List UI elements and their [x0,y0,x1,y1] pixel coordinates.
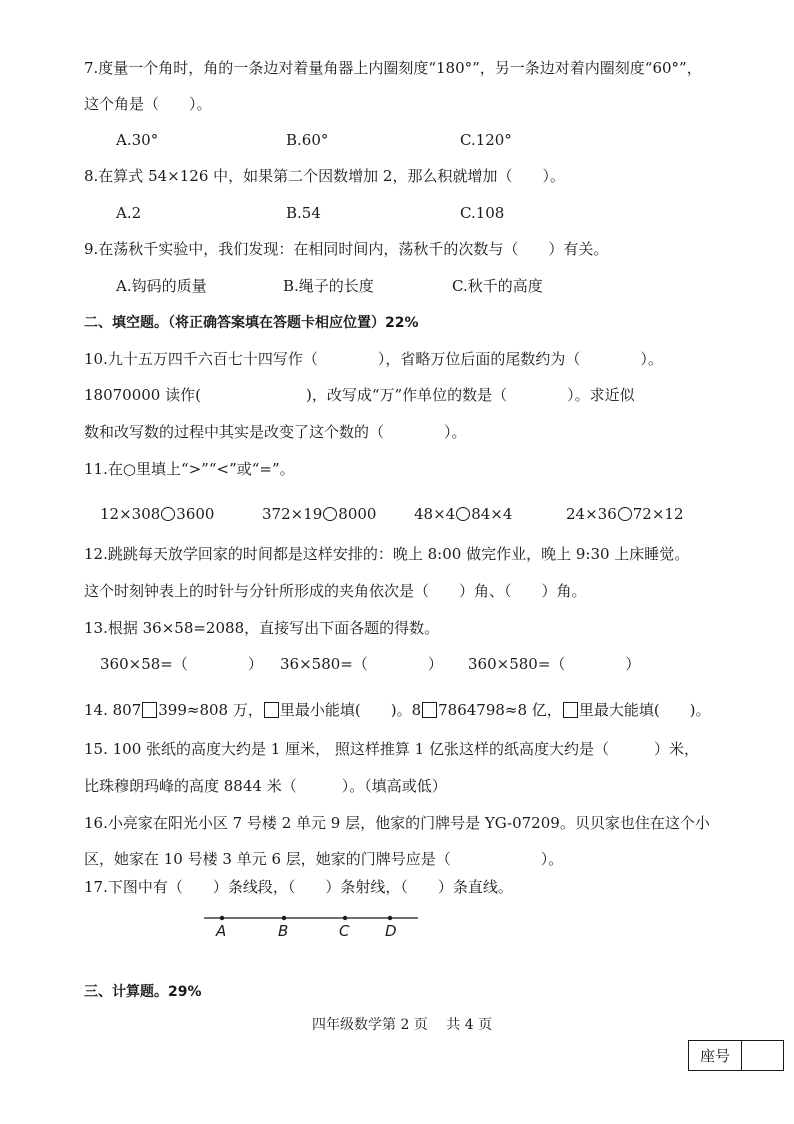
blank-square[interactable] [422,702,437,718]
compare-circle[interactable] [161,507,175,521]
q11-item-1-right: 3600 [176,505,215,523]
compare-circle[interactable] [456,507,470,521]
q11-item-3 [414,504,512,524]
q10-line1: 10.九十五万四千六百七十四写作（ ），省略万位后面的尾数约为（ ）。 [84,350,663,368]
q11-item-4-left: 24×36 [566,505,617,523]
q7-option-b: B.60° [286,131,329,149]
line-figure [198,908,424,942]
q11-item-1 [100,504,214,524]
q13-item-2: 36×580=（ ） [280,655,443,673]
q8-line1: 8.在算式 54×126 中，如果第二个因数增加 2，那么积就增加（ ）。 [84,167,565,185]
point-c-label: C [339,922,350,940]
blank-square[interactable] [142,702,157,718]
q16-line2: 区，她家在 10 号楼 3 单元 6 层，她家的门牌号应是（ ）。 [84,850,564,868]
section-2-title: 二、填空题。（将正确答案填在答题卡相应位置）22% [84,315,419,331]
q13-item-1: 360×58=（ ） [100,655,263,673]
section-3-title: 三、计算题。29% [84,984,202,1000]
q17-line1: 17.下图中有（ ）条线段，（ ）条射线，（ ）条直线。 [84,878,513,896]
q13-line1: 13.根据 36×58=2088，直接写出下面各题的得数。 [84,619,440,637]
q7-option-a: A.30° [116,131,159,149]
point-a-dot [220,916,224,920]
q9-option-b: B.绳子的长度 [283,277,374,295]
q9-option-a: A.钩码的质量 [116,277,207,295]
q10-line3: 数和改写数的过程中其实是改变了这个数的（ ）。 [84,423,467,441]
point-d-label: D [385,922,397,940]
q11-item-1-left: 12×308 [100,505,161,523]
seat-number-box [688,1040,784,1071]
blank-square[interactable] [563,702,578,718]
page-footer: 四年级数学第 2 页 共 4 页 [312,1017,493,1033]
q11-item-3-right: 84×4 [471,505,513,523]
q9-line1: 9.在荡秋千实验中，我们发现：在相同时间内，荡秋千的次数与（ ）有关。 [84,240,609,258]
point-d-dot [388,916,392,920]
q14-part-1: 14. 807 [84,701,142,719]
q11-item-3-left: 48×4 [414,505,456,523]
q9-option-c: C.秋千的高度 [452,277,543,295]
q8-option-c: C.108 [460,204,505,222]
point-b-label: B [278,922,289,940]
q16-line1: 16.小亮家在阳光小区 7 号楼 2 单元 9 层，他家的门牌号是 YG-07209。贝贝家也住在这个小 [84,814,710,832]
q14-line1 [84,700,711,720]
q12-line2: 这个时刻钟表上的时针与分针所形成的夹角依次是（ ）角、（ ）角。 [84,582,587,600]
q11-item-4-right: 72×12 [632,505,684,523]
q12-line1: 12.跳跳每天放学回家的时间都是这样安排的：晚上 8:00 做完作业，晚上 9:30 上床睡觉。 [84,545,690,563]
q8-option-b: B.54 [286,204,321,222]
q11-item-2-right: 8000 [338,505,377,523]
compare-circle[interactable] [618,507,632,521]
q11-line1: 11.在○里填上“>”“<”或“=”。 [84,460,295,478]
compare-circle[interactable] [323,507,337,521]
q13-item-3: 360×580=（ ） [468,655,641,673]
point-b-dot [282,916,286,920]
q11-item-2 [262,504,376,524]
q7-line2: 这个角是（ ）。 [84,95,212,113]
q15-line2: 比珠穆朗玛峰的高度 8844 米（ ）。（填高或低） [84,777,447,795]
q11-item-4 [566,504,684,524]
q14-part-2: 399≈808 万， [158,701,263,719]
q8-option-a: A.2 [116,204,142,222]
q14-part-3: 里最小能填( )。8 [279,701,422,719]
point-c-dot [343,916,347,920]
blank-square[interactable] [264,702,279,718]
point-a-label: A [216,922,227,940]
q10-line2: 18070000 读作( )，改写成“万”作单位的数是（ ）。求近似 [84,386,635,404]
seat-number-label: 座号 [689,1041,742,1070]
q15-line1: 15. 100 张纸的高度大约是 1 厘米， 照这样推算 1 亿张这样的纸高度大约是（ ）米， [84,740,699,758]
q7-line1: 7.度量一个角时，角的一条边对着量角器上内圈刻度“180°”，另一条边对着内圈刻度“60°”， [84,59,702,77]
seat-number-field[interactable] [742,1041,783,1070]
q14-part-5: 里最大能填( )。 [578,701,711,719]
q11-item-2-left: 372×19 [262,505,323,523]
q7-option-c: C.120° [460,131,512,149]
q14-part-4: 7864798≈8 亿， [438,701,562,719]
